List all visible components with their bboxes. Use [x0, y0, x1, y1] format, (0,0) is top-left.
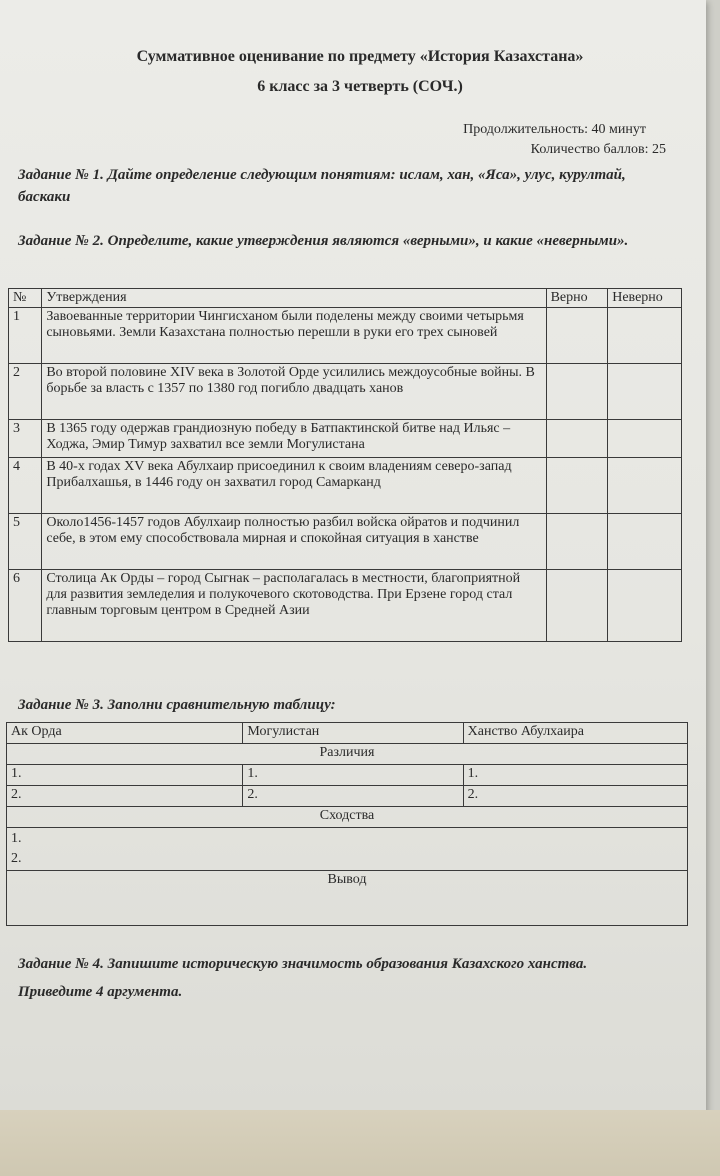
column-mogulistan: Могулистан	[243, 723, 463, 744]
true-false-table	[8, 288, 682, 642]
table-row	[7, 786, 688, 807]
true-cell[interactable]	[546, 570, 608, 642]
false-cell[interactable]	[608, 458, 682, 514]
answer-cell[interactable]: 2.	[463, 786, 687, 807]
task3	[18, 694, 678, 716]
row-statement: В 1365 году одержав грандиозную победу в Батпактинской битве над Ильяс –Ходжа, Эмир Тимур захватил все земли Могулистана	[42, 420, 546, 458]
table-row	[7, 765, 688, 786]
false-cell[interactable]	[608, 420, 682, 458]
row-number: 6	[9, 570, 42, 642]
answer-cell[interactable]: 2.	[243, 786, 463, 807]
header-num: №	[9, 289, 42, 308]
similarities-answers[interactable]	[7, 828, 688, 871]
similarity-item: 2.	[11, 851, 22, 866]
columns-row	[7, 723, 688, 744]
table-row	[9, 364, 682, 420]
task4	[18, 950, 658, 1006]
row-number: 4	[9, 458, 42, 514]
answer-cell[interactable]: 2.	[7, 786, 243, 807]
comparison-table	[6, 722, 688, 926]
table-row	[9, 458, 682, 514]
conclusion-row	[7, 871, 688, 926]
differences-label: Различия	[7, 744, 688, 765]
desk-surface	[0, 1110, 720, 1176]
true-cell[interactable]	[546, 458, 608, 514]
task4-label: Задание № 4.	[18, 956, 104, 972]
similarity-item: 1.	[11, 831, 22, 846]
header-true: Верно	[546, 289, 608, 308]
answer-cell[interactable]: 1.	[7, 765, 243, 786]
task2	[18, 230, 678, 252]
header-false: Неверно	[608, 289, 682, 308]
row-statement: Во второй половине XIV века в Золотой Орде усилились междоусобные войны. В борьбе за власть с 1357 по 1380 год погибло двадцать ханов	[42, 364, 546, 420]
table-row	[9, 570, 682, 642]
row-number: 5	[9, 514, 42, 570]
task1-label: Задание № 1.	[18, 167, 104, 183]
differences-row	[7, 744, 688, 765]
conclusion-label[interactable]: Вывод	[7, 871, 688, 926]
header-statement: Утверждения	[42, 289, 546, 308]
column-abulkhair: Ханство Абулхаира	[463, 723, 687, 744]
task4-text: Запишите историческую значимость образования Казахского ханства. Приведите 4 аргумента.	[18, 956, 588, 1000]
false-cell[interactable]	[608, 570, 682, 642]
answer-cell[interactable]: 1.	[463, 765, 687, 786]
column-ak-orda: Ак Орда	[7, 723, 243, 744]
similarities-answer-row	[7, 828, 688, 871]
false-cell[interactable]	[608, 514, 682, 570]
task1	[18, 164, 678, 208]
similarities-row	[7, 807, 688, 828]
row-number: 1	[9, 308, 42, 364]
duration-text: Продолжительность: 40 минут	[463, 122, 646, 137]
row-statement: Столица Ак Орды – город Сыгнак – располагалась в местности, благоприятной для развития земледелия и полукочевого скотоводства. При Ерзене город стал главным торговым центром в Средней Азии	[42, 570, 546, 642]
similarities-label: Сходства	[7, 807, 688, 828]
task3-text: Заполни сравнительную таблицу:	[107, 697, 336, 713]
task2-label: Задание № 2.	[18, 233, 104, 249]
row-number: 3	[9, 420, 42, 458]
false-cell[interactable]	[608, 364, 682, 420]
row-statement: В 40-х годах XV века Абулхаир присоединил к своим владениям северо-запад Прибалхашья, в 1446 году он захватил город Самарканд	[42, 458, 546, 514]
answer-cell[interactable]: 1.	[243, 765, 463, 786]
page-subtitle: 6 класс за 3 четверть (СОЧ.)	[257, 78, 463, 95]
table-header-row	[9, 289, 682, 308]
points-text: Количество баллов: 25	[530, 142, 666, 157]
page-title: Суммативное оценивание по предмету «История Казахстана»	[136, 48, 584, 65]
row-number: 2	[9, 364, 42, 420]
task1-text: Дайте определение следующим понятиям: ислам, хан, «Яса», улус, курултай, баскаки	[18, 167, 626, 205]
row-statement: Около1456-1457 годов Абулхаир полностью разбил войска ойратов и подчинил себе, в этом ему способствовала мирная и спокойная ситуация в ханстве	[42, 514, 546, 570]
false-cell[interactable]	[608, 308, 682, 364]
true-cell[interactable]	[546, 308, 608, 364]
task3-label: Задание № 3.	[18, 697, 104, 713]
table-row	[9, 308, 682, 364]
true-cell[interactable]	[546, 364, 608, 420]
table-row	[9, 420, 682, 458]
row-statement: Завоеванные территории Чингисханом были поделены между своими четырьмя сыновьями. Земли Казахстана полностью перешли в руки его трех сыновей	[42, 308, 546, 364]
task2-text: Определите, какие утверждения являются «верными», и какие «неверными».	[107, 233, 629, 249]
true-cell[interactable]	[546, 420, 608, 458]
table-row	[9, 514, 682, 570]
true-cell[interactable]	[546, 514, 608, 570]
